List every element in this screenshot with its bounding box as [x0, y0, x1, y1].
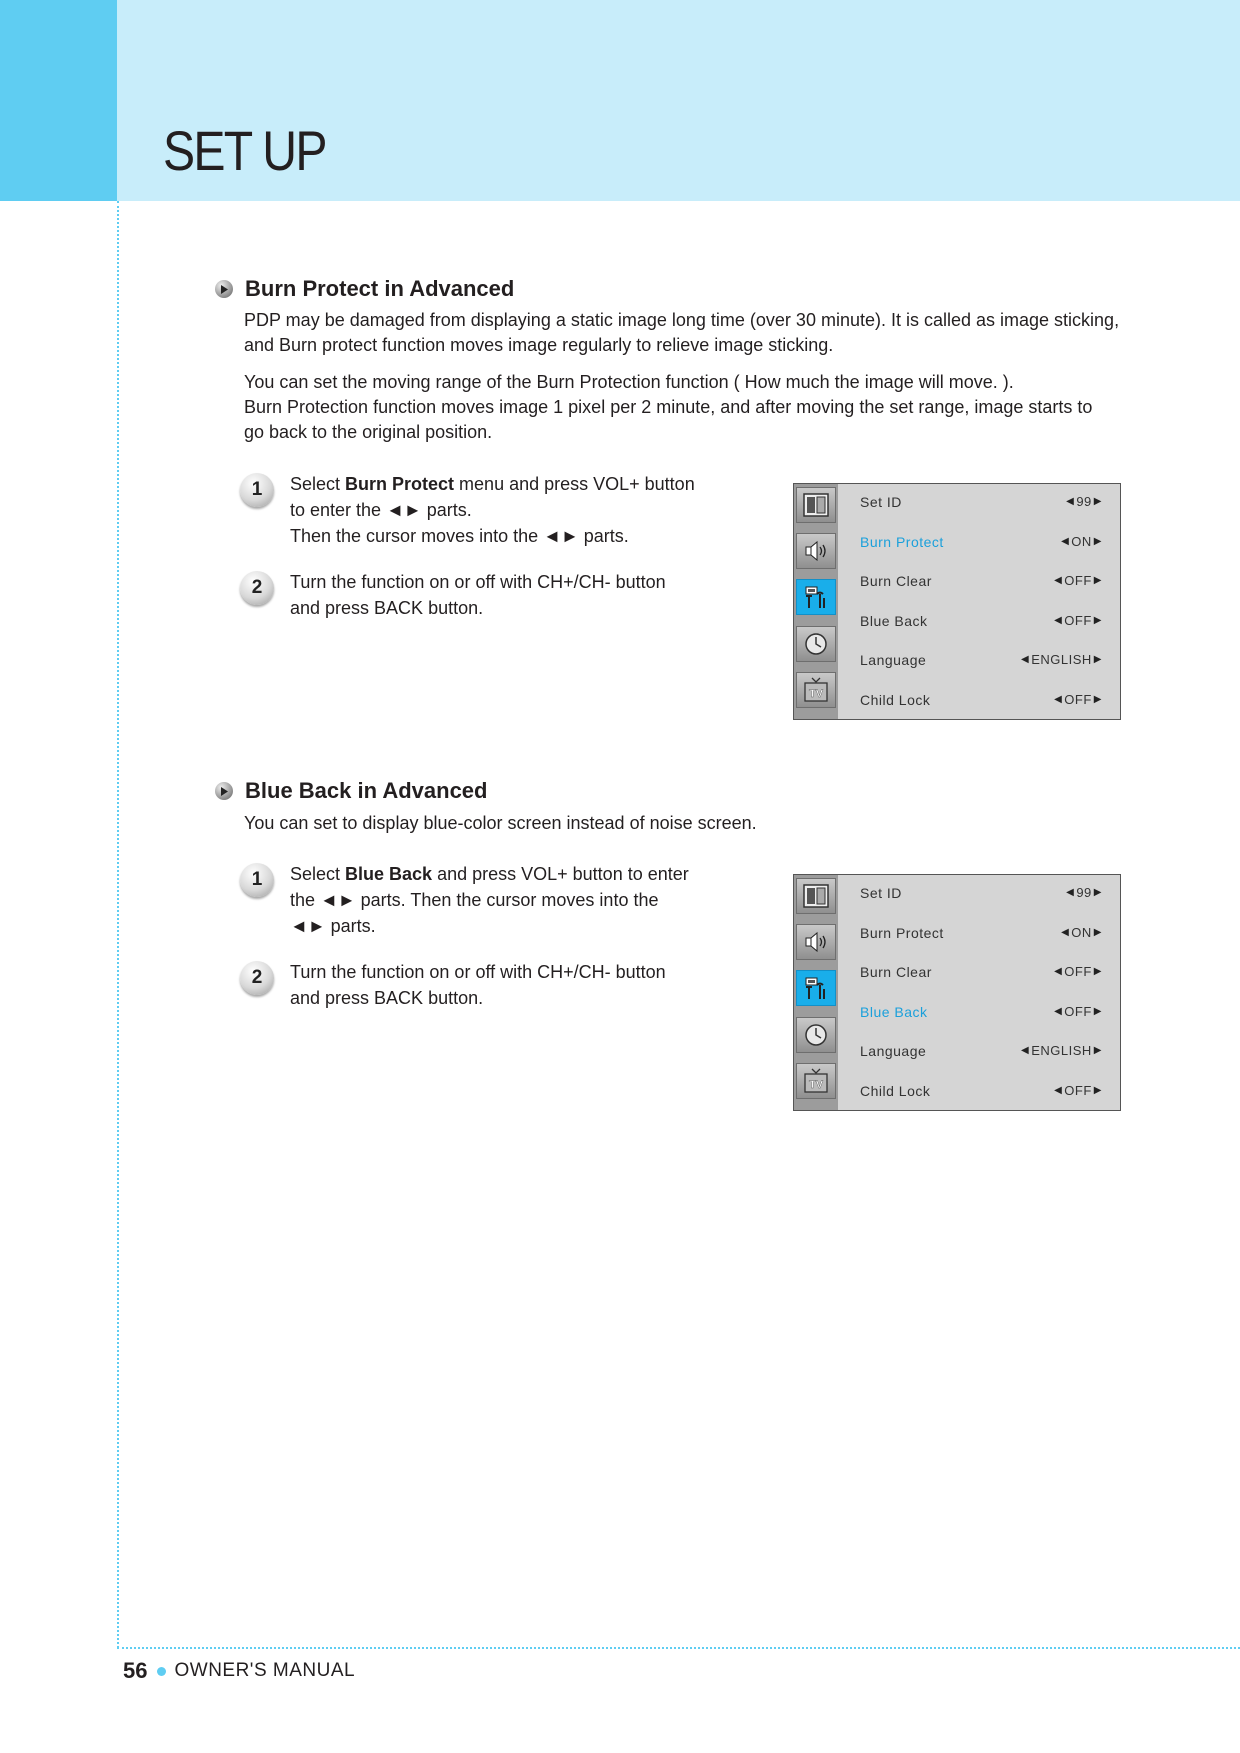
left-arrow-icon: ◀	[1054, 1085, 1063, 1096]
right-arrow-icon: ▶	[1093, 654, 1102, 665]
osd-item-label: Language	[860, 1043, 927, 1059]
text-line: the ◄► parts. Then the cursor moves into the	[290, 890, 659, 910]
svg-text:TV: TV	[808, 688, 824, 700]
osd-item-value-text: OFF	[1064, 1004, 1092, 1019]
text-line: Turn the function on or off with CH+/CH- button	[290, 962, 666, 982]
osd-item-value	[1021, 652, 1102, 667]
tv-icon	[796, 672, 836, 708]
burn-protect-step-2	[240, 571, 666, 618]
osd-item-value-text: ON	[1071, 534, 1092, 549]
osd-item-value-text: OFF	[1064, 613, 1092, 628]
osd-item-label: Burn Clear	[860, 964, 932, 980]
blue-back-step-2	[240, 961, 666, 1008]
blue-back-heading	[215, 778, 487, 804]
text-span: and press VOL+ button to enter	[432, 864, 689, 884]
osd-item-label: Child Lock	[860, 1083, 931, 1099]
osd-icon-sidebar	[794, 484, 838, 719]
sound-icon	[796, 533, 836, 569]
left-arrow-icon: ◀	[1061, 927, 1070, 938]
osd-item-value	[1061, 925, 1102, 940]
text-line: You can set the moving range of the Burn Protection function ( How much the image will move. ).	[244, 372, 1014, 392]
left-arrow-icon: ◀	[1054, 694, 1063, 705]
text-line: ◄► parts.	[290, 916, 376, 936]
step-text	[290, 959, 730, 1011]
osd-item-value-text: ENGLISH	[1031, 652, 1092, 667]
osd-item-value-text: ON	[1071, 925, 1092, 940]
right-arrow-icon: ▶	[1093, 575, 1102, 586]
header-tab	[0, 0, 117, 201]
text-span: Select	[290, 474, 346, 494]
step-text	[290, 471, 730, 549]
bottom-dotted-rule	[117, 1647, 1240, 1649]
text-line: and press BACK button.	[290, 598, 484, 618]
osd-item-label: Child Lock	[860, 692, 931, 708]
text-span: menu and press VOL+ button	[454, 474, 695, 494]
osd-item-value	[1066, 494, 1102, 509]
footer-label: OWNER'S MANUAL	[174, 1660, 356, 1681]
blue-back-description: You can set to display blue-color screen instead of noise screen.	[244, 813, 757, 833]
page-footer	[123, 1658, 355, 1684]
left-arrow-icon: ◀	[1066, 496, 1075, 507]
setup-tools-icon	[796, 579, 836, 615]
step-number-badge: 2	[240, 571, 274, 605]
right-arrow-icon: ▶	[1093, 615, 1102, 626]
osd-menu-row	[860, 885, 1102, 905]
text-line: Turn the function on or off with CH+/CH- button	[290, 572, 666, 592]
osd-item-value-text: OFF	[1064, 573, 1092, 588]
burn-protect-step-1	[240, 473, 695, 546]
burn-protect-description-2	[244, 370, 1124, 445]
left-arrow-icon: ◀	[1021, 1045, 1030, 1056]
burn-protect-title: Burn Protect in Advanced	[245, 276, 515, 301]
text-line: go back to the original position.	[244, 422, 493, 442]
right-arrow-icon: ▶	[1093, 694, 1102, 705]
footer-dot-icon	[157, 1667, 166, 1676]
blue-back-title: Blue Back in Advanced	[245, 778, 488, 803]
osd-menu-row	[860, 1004, 1102, 1024]
clock-icon	[796, 1017, 836, 1053]
step-number-badge: 1	[240, 473, 274, 507]
step-text	[290, 861, 730, 939]
osd-item-value	[1054, 1004, 1102, 1019]
text-line: and press BACK button.	[290, 988, 484, 1008]
tv-icon	[796, 1063, 836, 1099]
right-arrow-icon: ▶	[1093, 1085, 1102, 1096]
osd-menu-row	[860, 573, 1102, 593]
picture-icon	[796, 487, 836, 523]
burn-protect-description-1	[244, 308, 1124, 358]
svg-text:TV: TV	[808, 1079, 824, 1091]
left-arrow-icon: ◀	[1021, 654, 1030, 665]
osd-menu-row	[860, 692, 1102, 712]
osd-item-value	[1054, 573, 1102, 588]
text-span: Select	[290, 864, 346, 884]
sound-icon	[796, 924, 836, 960]
left-arrow-icon: ◀	[1054, 1006, 1063, 1017]
osd-menu-blue-back	[793, 874, 1121, 1111]
osd-menu-row	[860, 964, 1102, 984]
text-line: Burn Protection function moves image 1 pixel per 2 minute, and after moving the set range, image starts to	[244, 397, 1093, 417]
osd-item-value	[1054, 964, 1102, 979]
osd-item-label: Burn Protect	[860, 925, 944, 941]
menu-name-bold: Burn Protect	[345, 474, 455, 494]
osd-item-label: Burn Clear	[860, 573, 932, 589]
osd-item-label: Set ID	[860, 494, 902, 510]
left-arrow-icon: ◀	[1054, 966, 1063, 977]
osd-item-label: Blue Back	[860, 1004, 928, 1020]
osd-item-label: Language	[860, 652, 927, 668]
osd-menu-row	[860, 652, 1102, 672]
osd-item-label: Burn Protect	[860, 534, 944, 550]
osd-item-label: Blue Back	[860, 613, 928, 629]
osd-menu-row	[860, 1083, 1102, 1103]
right-arrow-icon: ▶	[1093, 887, 1102, 898]
osd-item-value-text: 99	[1076, 494, 1092, 509]
play-bullet-icon	[215, 782, 233, 800]
osd-item-value	[1021, 1043, 1102, 1058]
osd-menu-row	[860, 925, 1102, 945]
left-arrow-icon: ◀	[1054, 615, 1063, 626]
osd-menu-row	[860, 534, 1102, 554]
osd-menu-row	[860, 613, 1102, 633]
osd-item-label: Set ID	[860, 885, 902, 901]
text-line: and Burn protect function moves image regularly to relieve image sticking.	[244, 335, 834, 355]
left-arrow-icon: ◀	[1066, 887, 1075, 898]
right-arrow-icon: ▶	[1093, 966, 1102, 977]
right-arrow-icon: ▶	[1093, 536, 1102, 547]
setup-tools-icon	[796, 970, 836, 1006]
osd-menu-row	[860, 494, 1102, 514]
osd-item-value	[1054, 613, 1102, 628]
osd-item-value-text: 99	[1076, 885, 1092, 900]
right-arrow-icon: ▶	[1093, 1006, 1102, 1017]
osd-item-value-text: OFF	[1064, 964, 1092, 979]
osd-item-value	[1061, 534, 1102, 549]
step-number-badge: 2	[240, 961, 274, 995]
text-line: PDP may be damaged from displaying a static image long time (over 30 minute). It is called as image sticking,	[244, 310, 1120, 330]
clock-icon	[796, 626, 836, 662]
page-number: 56	[123, 1658, 148, 1683]
osd-item-value	[1066, 885, 1102, 900]
left-dotted-rule	[117, 201, 119, 1648]
picture-icon	[796, 878, 836, 914]
text-line: to enter the ◄► parts.	[290, 500, 472, 520]
osd-item-value-text: OFF	[1064, 1083, 1092, 1098]
page-title: SET UP	[163, 119, 326, 182]
right-arrow-icon: ▶	[1093, 927, 1102, 938]
menu-name-bold: Blue Back	[345, 864, 433, 884]
osd-menu-row	[860, 1043, 1102, 1063]
blue-back-step-1	[240, 863, 689, 936]
step-number-badge: 1	[240, 863, 274, 897]
osd-item-value	[1054, 692, 1102, 707]
osd-item-value-text: OFF	[1064, 692, 1092, 707]
play-bullet-icon	[215, 280, 233, 298]
right-arrow-icon: ▶	[1093, 496, 1102, 507]
osd-menu-burn-protect	[793, 483, 1121, 720]
text-line: Then the cursor moves into the ◄► parts.	[290, 526, 629, 546]
osd-icon-sidebar	[794, 875, 838, 1110]
right-arrow-icon: ▶	[1093, 1045, 1102, 1056]
left-arrow-icon: ◀	[1054, 575, 1063, 586]
step-text	[290, 569, 730, 621]
left-arrow-icon: ◀	[1061, 536, 1070, 547]
osd-item-value	[1054, 1083, 1102, 1098]
burn-protect-heading	[215, 276, 514, 302]
osd-item-value-text: ENGLISH	[1031, 1043, 1092, 1058]
